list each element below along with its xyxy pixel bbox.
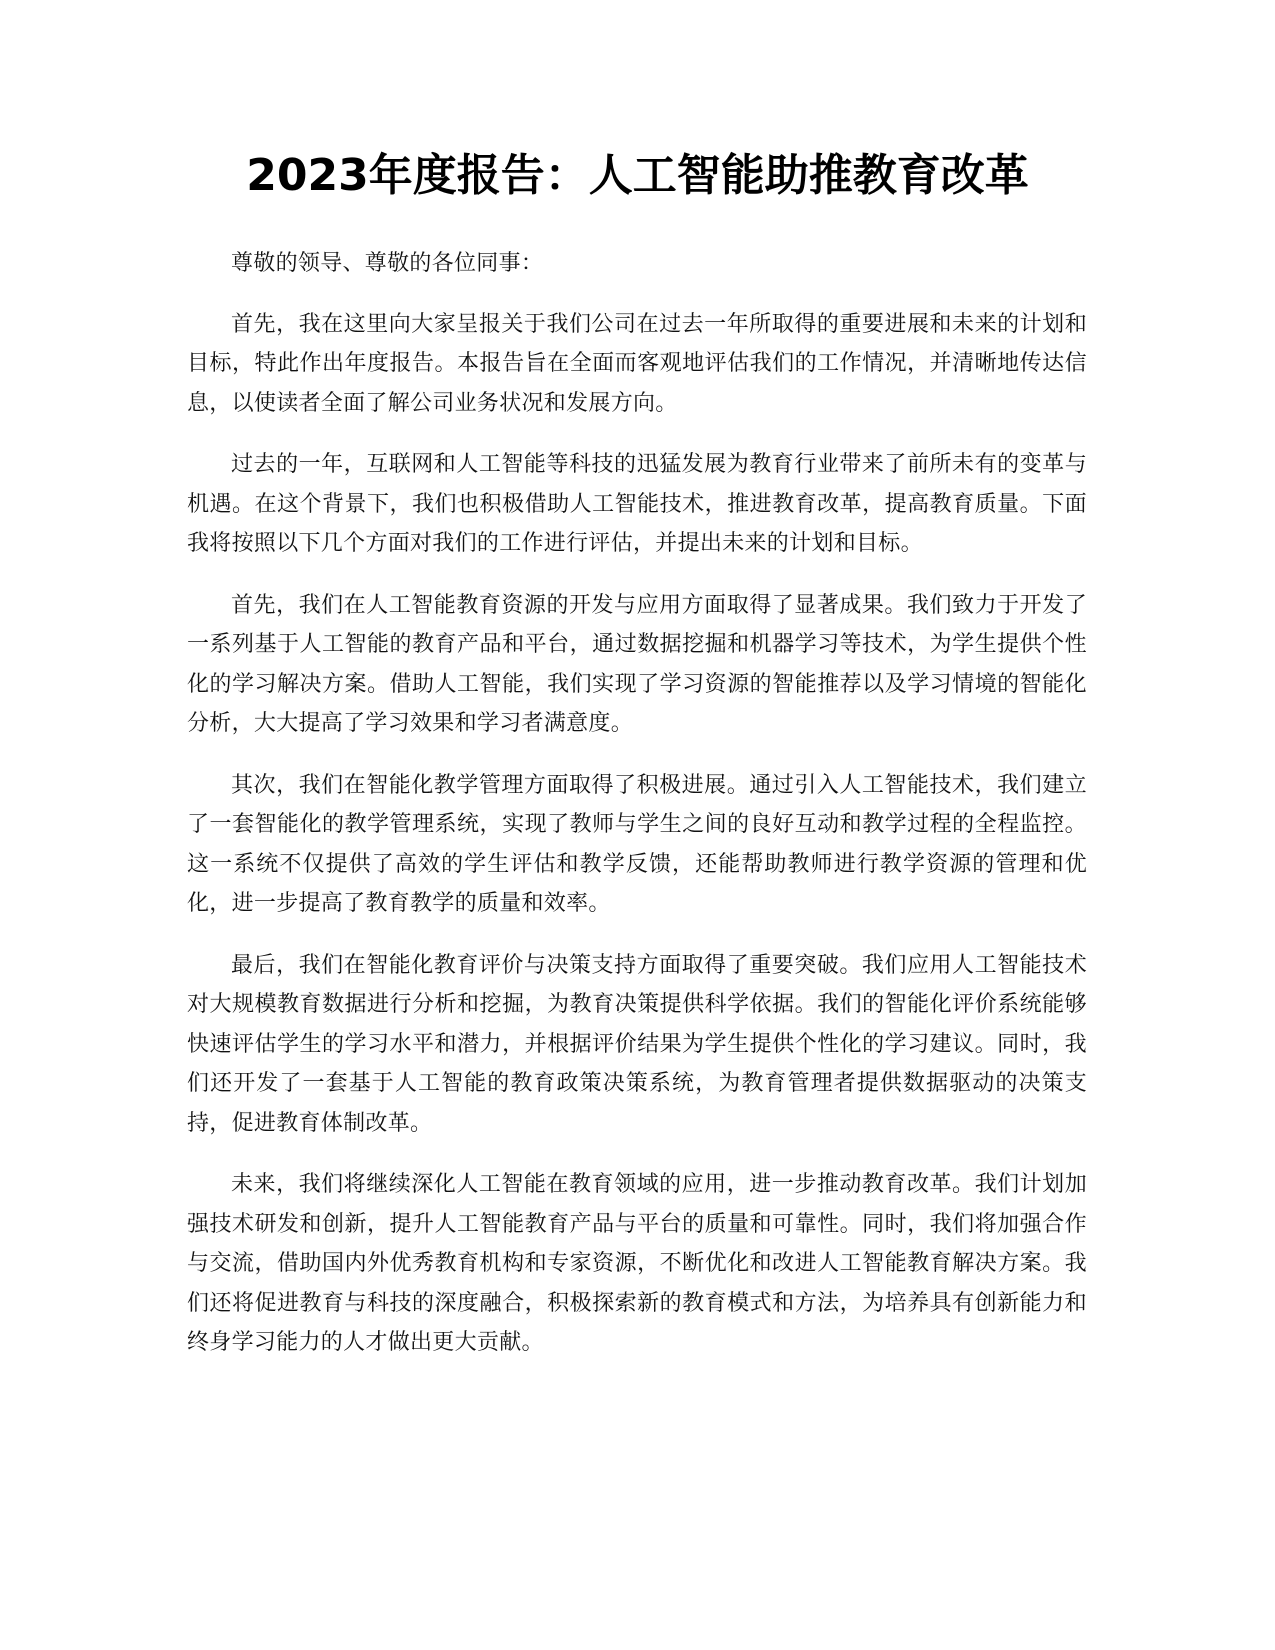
document-title: 2023年度报告：人工智能助推教育改革 bbox=[246, 150, 1029, 201]
body-paragraph-5: 最后，我们在智能化教育评价与决策支持方面取得了重要突破。我们应用人工智能技术对大规模教育数据进行分析和挖掘，为教育决策提供科学依据。我们的智能化评价系统能够快速评估学生的学习水平和潜力，并根据评价结果为学生提供个性化的学习建议。同时，我们还开发了一套基于人工智能的教育政策决策系统，为教育管理者提供数据驱动的决策支持，促进教育体制改革。 bbox=[187, 952, 1087, 1136]
body-paragraph-1: 首先，我在这里向大家呈报关于我们公司在过去一年所取得的重要进展和未来的计划和目标，特此作出年度报告。本报告旨在全面而客观地评估我们的工作情况，并清晰地传达信息，以使读者全面了解公司业务状况和发展方向。 bbox=[187, 311, 1087, 416]
body-paragraph-4: 其次，我们在智能化教学管理方面取得了积极进展。通过引入人工智能技术，我们建立了一套智能化的教学管理系统，实现了教师与学生之间的良好互动和教学过程的全程监控。这一系统不仅提供了高效的学生评估和教学反馈，还能帮助教师进行教学资源的管理和优化，进一步提高了教育教学的质量和效率。 bbox=[187, 772, 1087, 916]
body-paragraph-6: 未来，我们将继续深化人工智能在教育领域的应用，进一步推动教育改革。我们计划加强技术研发和创新，提升人工智能教育产品与平台的质量和可靠性。同时，我们将加强合作与交流，借助国内外优秀教育机构和专家资源，不断优化和改进人工智能教育解决方案。我们还将促进教育与科技的深度融合，积极探索新的教育模式和方法，为培养具有创新能力和终身学习能力的人才做出更大贡献。 bbox=[187, 1172, 1087, 1355]
greeting-paragraph: 尊敬的领导、尊敬的各位同事： bbox=[231, 251, 544, 276]
body-paragraph-3: 首先，我们在人工智能教育资源的开发与应用方面取得了显著成果。我们致力于开发了一系列基于人工智能的教育产品和平台，通过数据挖掘和机器学习等技术，为学生提供个性化的学习解决方案。借助人工智能，我们实现了学习资源的智能推荐以及学习情境的智能化分析，大大提高了学习效果和学习者满意度。 bbox=[187, 592, 1087, 736]
body-paragraph-2: 过去的一年，互联网和人工智能等科技的迅猛发展为教育行业带来了前所未有的变革与机遇。在这个背景下，我们也积极借助人工智能技术，推进教育改革，提高教育质量。下面我将按照以下几个方面对我们的工作进行评估，并提出未来的计划和目标。 bbox=[187, 452, 1087, 556]
document-body bbox=[187, 244, 1087, 1385]
